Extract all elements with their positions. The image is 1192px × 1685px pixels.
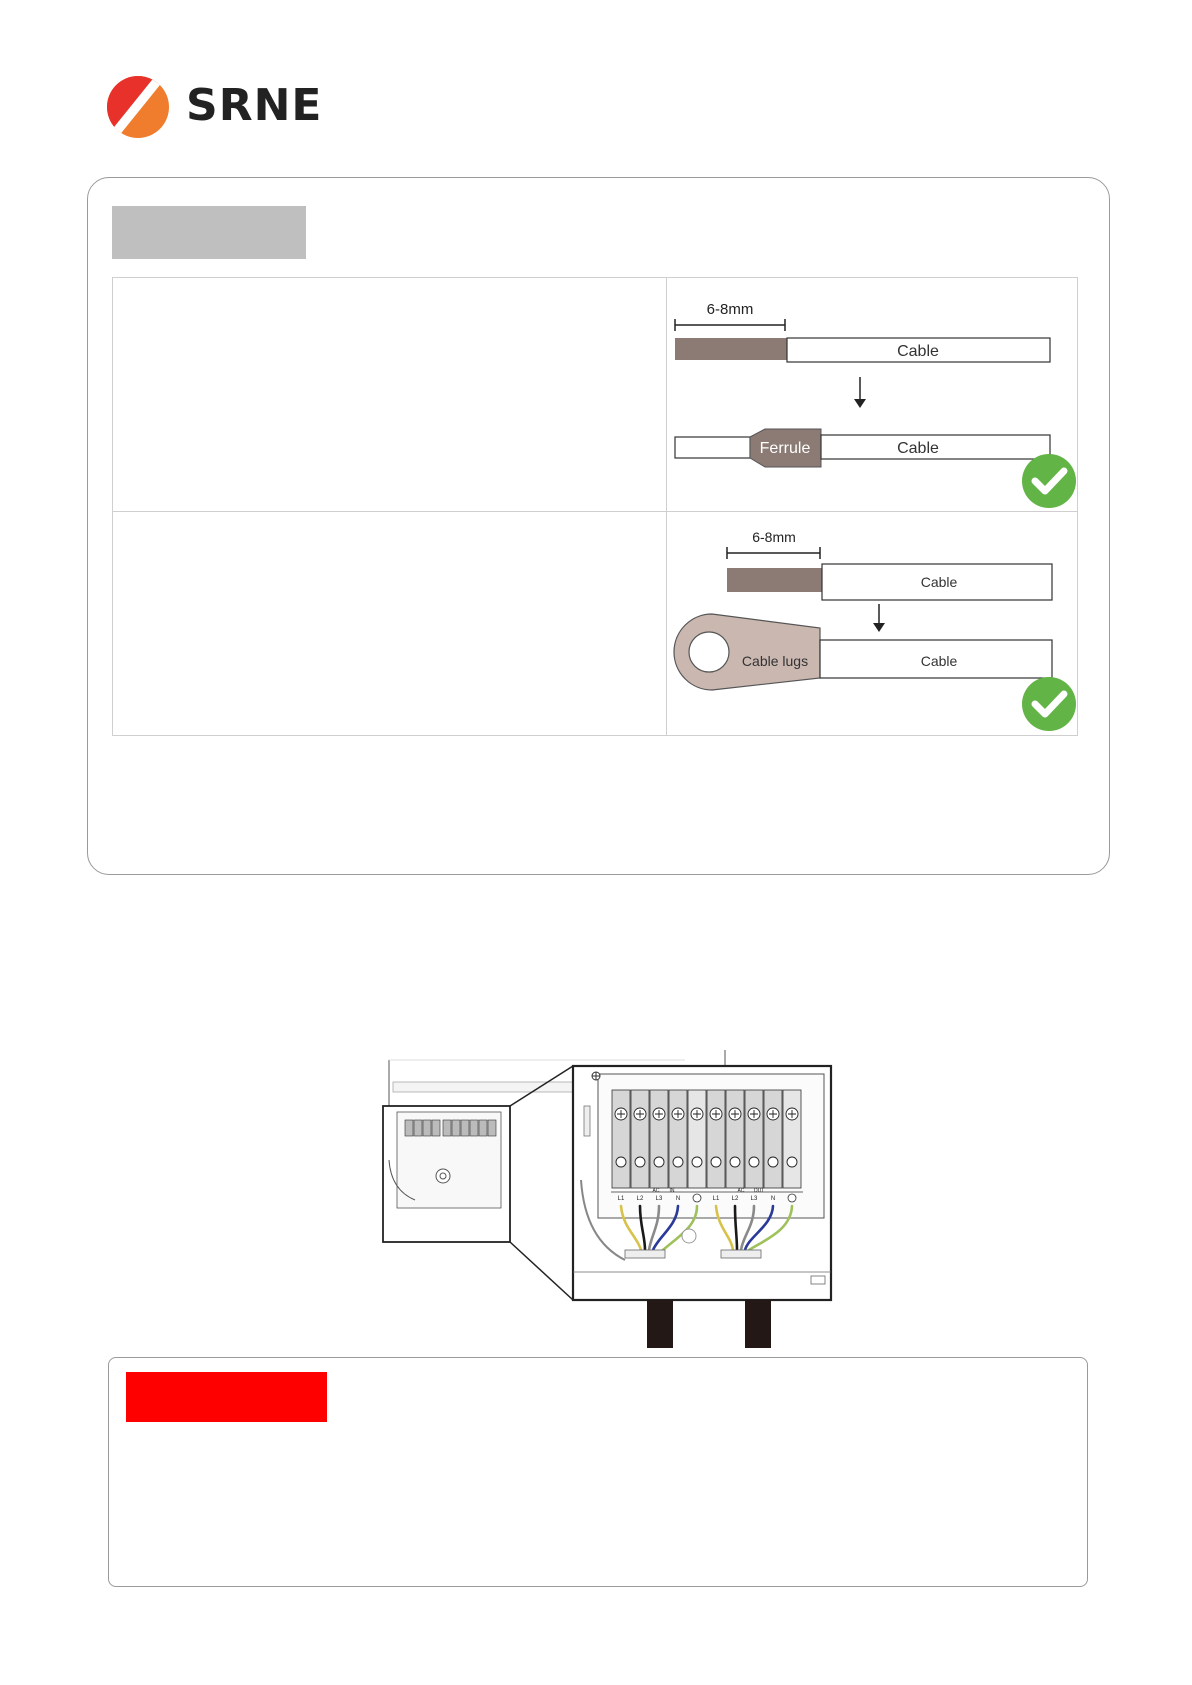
terminal-label: L2 xyxy=(731,1196,739,1202)
terminal-block-zoom xyxy=(573,1050,831,1300)
brand-name: SRNE xyxy=(186,80,323,131)
terminal-label: L3 xyxy=(655,1196,663,1202)
terminal-label: N xyxy=(770,1196,776,1202)
cable-label: Cable xyxy=(920,653,958,669)
terminal-label: L3 xyxy=(750,1196,758,1202)
cable-lug-diagram xyxy=(667,512,1077,736)
srne-logo-icon xyxy=(104,70,184,142)
cable-prep-table xyxy=(112,277,1078,736)
cable-label: Cable xyxy=(920,574,958,590)
ac-in-label-ac: AC xyxy=(652,1188,660,1194)
ac-in-label-in: IN xyxy=(669,1188,675,1194)
ac-out-label-ac: AC xyxy=(737,1188,745,1194)
cable-label: Cable xyxy=(897,440,939,457)
brand-logo xyxy=(104,70,324,142)
check-circle-icon xyxy=(1022,454,1076,508)
ac-in-conduit xyxy=(647,1300,673,1348)
terminal-label: L2 xyxy=(636,1196,644,1202)
arrow-down-icon xyxy=(873,623,885,632)
strip-length-label: 6-8mm xyxy=(706,301,754,318)
terminal-label: L1 xyxy=(617,1196,625,1202)
terminal-label: N xyxy=(675,1196,681,1202)
ac-wiring-diagram xyxy=(375,1050,835,1350)
notice-label-tag xyxy=(112,206,306,259)
ferrule-label: Ferrule xyxy=(759,440,811,457)
ac-out-label-out: OUT xyxy=(753,1188,765,1194)
warning-label-tag xyxy=(126,1372,327,1422)
terminal-label: L1 xyxy=(712,1196,720,1202)
cable-label: Cable xyxy=(897,343,939,360)
arrow-down-icon xyxy=(854,399,866,408)
check-circle-icon xyxy=(1022,677,1076,731)
ac-out-conduit xyxy=(745,1300,771,1348)
strip-length-label: 6-8mm xyxy=(752,529,796,545)
ferrule-diagram xyxy=(667,278,1077,511)
cable-lugs-label: Cable lugs xyxy=(741,653,809,669)
